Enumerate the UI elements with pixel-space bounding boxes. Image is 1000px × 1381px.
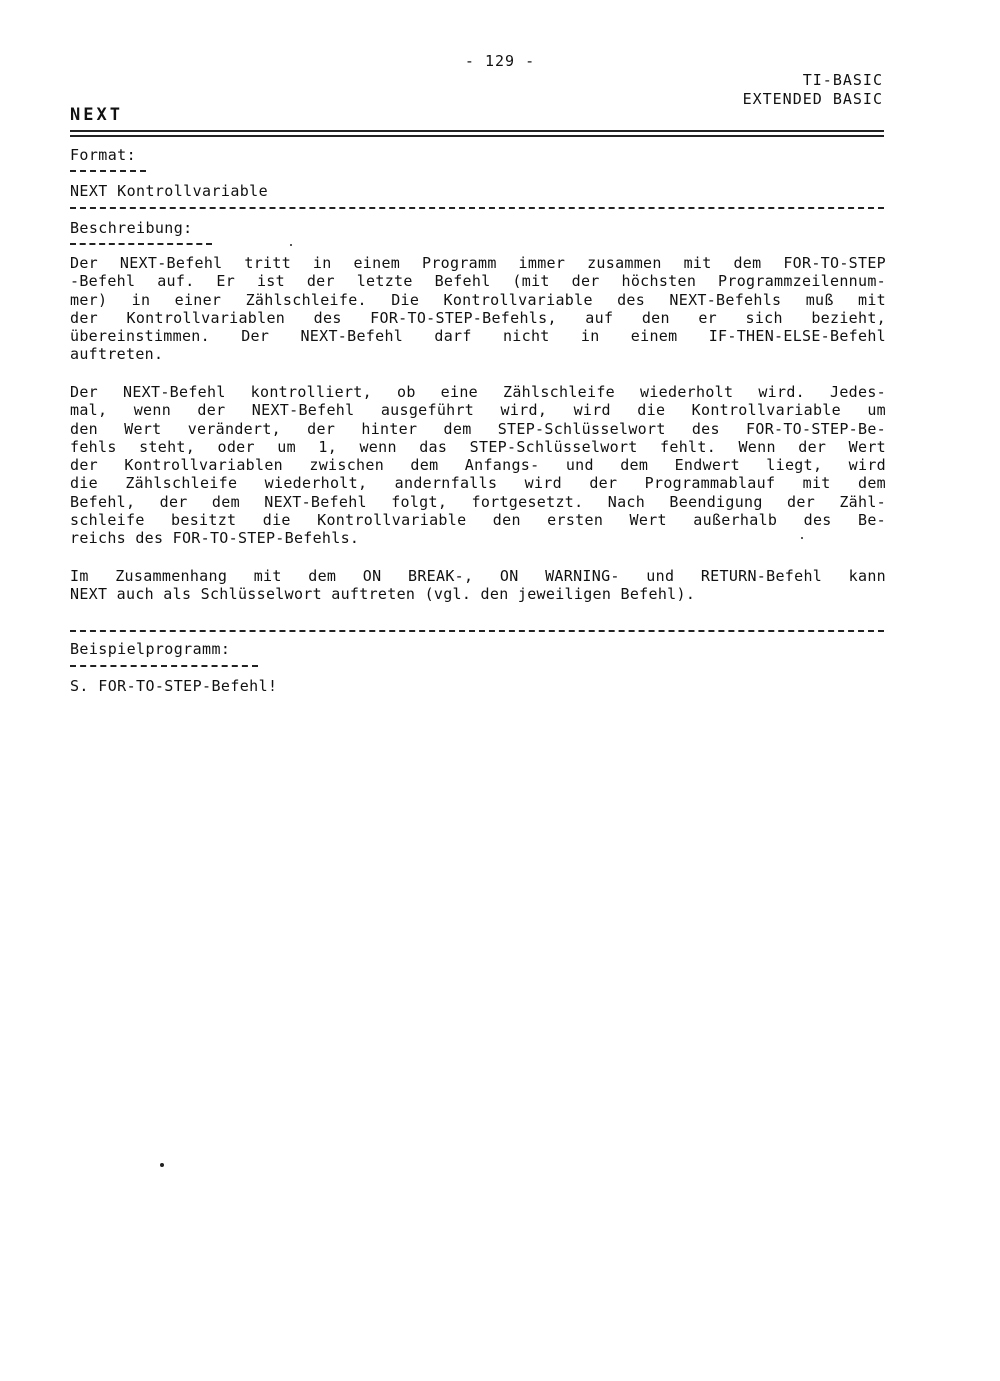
scan-speck (801, 537, 803, 539)
paragraph-line: auftreten. (70, 345, 164, 364)
page-number: - 129 - (464, 52, 536, 70)
example-label: Beispielprogramm: (70, 640, 231, 658)
paragraph-line: die Zählschleife wiederholt, andernfalls wird der Programmablauf mit dem (70, 474, 886, 493)
format-label: Format: (70, 146, 137, 164)
section-divider-1 (70, 207, 884, 209)
description-paragraph-2 (70, 383, 886, 548)
paragraph-line: Im Zusammenhang mit dem ON BREAK-, ON WARNING- und RETURN-Befehl kann (70, 567, 886, 585)
example-text: S. FOR-TO-STEP-Befehl! (70, 677, 278, 695)
description-label-underline (70, 243, 212, 245)
description-paragraph-1 (70, 254, 886, 364)
paragraph-line: mal, wenn der NEXT-Befehl ausgeführt wird, wird die Kontrollvariable um (70, 401, 886, 420)
paragraph-line: der Kontrollvariablen des FOR-TO-STEP-Befehls, auf den er sich bezieht, (70, 308, 886, 327)
command-title: NEXT (70, 105, 123, 125)
paragraph-line: den Wert verändert, der hinter dem STEP-Schlüsselwort des FOR-TO-STEP-Be- (70, 419, 886, 438)
paragraph-line: fehls steht, oder um 1, wenn das STEP-Schlüsselwort fehlt. Wenn der Wert (70, 437, 886, 456)
paragraph-line: reichs des FOR-TO-STEP-Befehls. (70, 529, 360, 548)
paragraph-line: -Befehl auf. Er ist der letzte Befehl (mit der höchsten Programmzeilennum- (70, 272, 886, 291)
paragraph-line: Der NEXT-Befehl kontrolliert, ob eine Zählschleife wiederholt wird. Jedes- (70, 383, 886, 401)
scan-speck (160, 1163, 164, 1167)
description-label: Beschreibung: (70, 219, 193, 237)
paragraph-line: NEXT auch als Schlüsselwort auftreten (vgl. den jeweiligen Befehl). (70, 585, 696, 604)
paragraph-line: Der NEXT-Befehl tritt in einem Programm immer zusammen mit dem FOR-TO-STEP (70, 254, 886, 272)
paragraph-line: übereinstimmen. Der NEXT-Befehl darf nicht in einem IF-THEN-ELSE-Befehl (70, 327, 886, 346)
product-label-line2: EXTENDED BASIC (742, 90, 883, 108)
scan-speck (290, 244, 292, 246)
format-syntax: NEXT Kontrollvariable (70, 182, 269, 200)
paragraph-line: Befehl, der dem NEXT-Befehl folgt, fortgesetzt. Nach Beendigung der Zähl- (70, 492, 886, 511)
format-label-underline (70, 170, 146, 172)
product-label-line1: TI-BASIC (802, 71, 883, 89)
section-divider-2 (70, 630, 884, 632)
title-double-rule (70, 130, 884, 137)
description-paragraph-3 (70, 567, 886, 604)
paragraph-line: mer) in einer Zählschleife. Die Kontrollvariable des NEXT-Befehls muß mit (70, 290, 886, 309)
paragraph-line: der Kontrollvariablen zwischen dem Anfangs- und dem Endwert liegt, wird (70, 456, 886, 475)
paragraph-line: schleife besitzt die Kontrollvariable den ersten Wert außerhalb des Be- (70, 511, 886, 530)
example-label-underline (70, 665, 258, 667)
